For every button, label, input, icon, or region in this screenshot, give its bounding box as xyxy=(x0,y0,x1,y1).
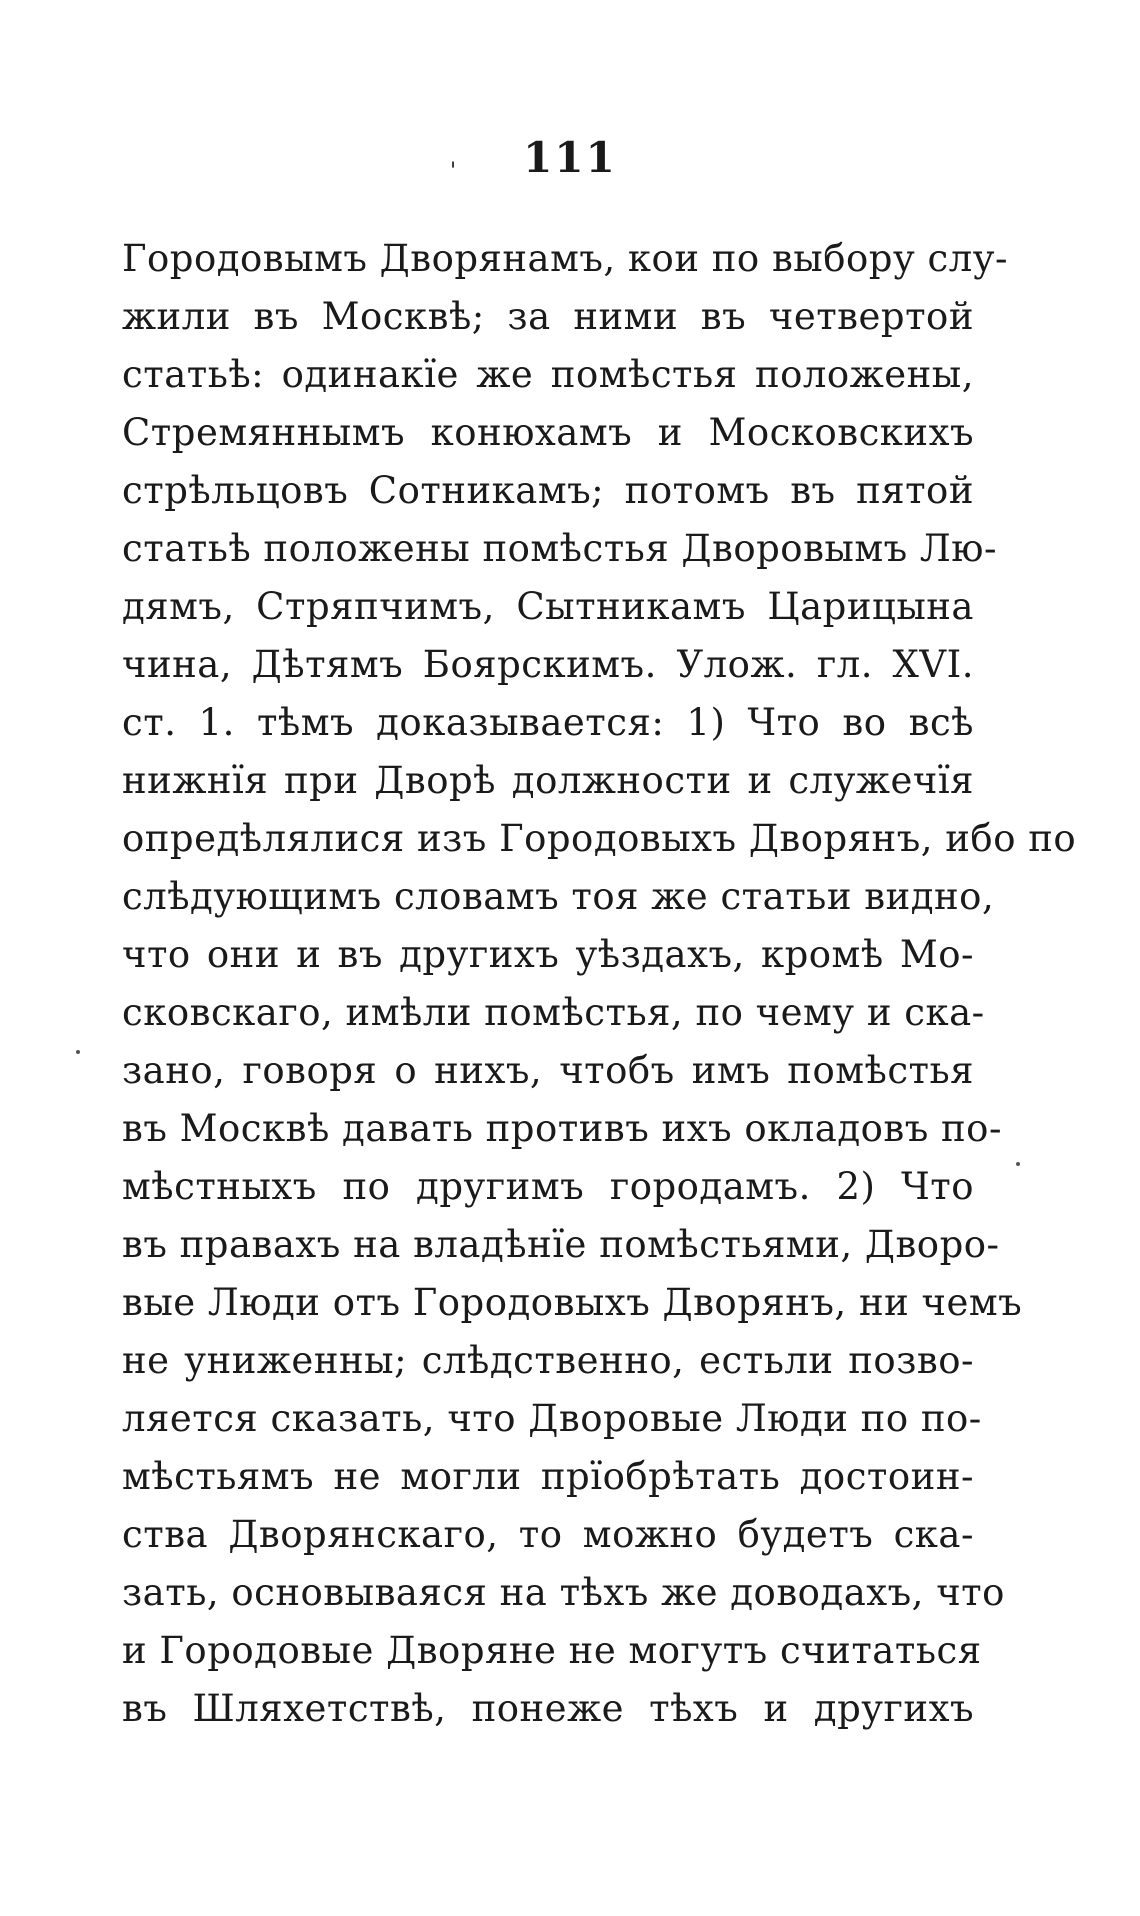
page-number xyxy=(0,128,1140,188)
text-line: слѣдующимъ словамъ тоя же статьи видно, xyxy=(122,875,995,918)
text-line: въ Москвѣ давать противъ ихъ окладовъ по- xyxy=(122,1107,1002,1150)
text-line: статьѣ положены помѣстья Дворовымъ Лю- xyxy=(122,527,998,570)
text-line: что они и въ другихъ уѣздахъ, кромѣ Мо- xyxy=(122,933,974,976)
text-line: ст. 1. тѣмъ доказывается: 1) Что во всѣ xyxy=(122,701,974,744)
text-line: зано, говоря о нихъ, чтобъ имъ помѣстья xyxy=(122,1049,974,1092)
text-line: жили въ Москвѣ; за ними въ четвертой xyxy=(122,295,974,338)
text-line: нижнїя при Дворѣ должности и служечїя xyxy=(122,759,974,802)
text-line: сковскаго, имѣли помѣстья, по чему и ска- xyxy=(122,991,985,1034)
text-line: чина, Дѣтямъ Боярскимъ. Улож. гл. XVI. xyxy=(122,643,974,686)
print-speck xyxy=(1016,1162,1020,1166)
text-line: мѣстныхъ по другимъ городамъ. 2) Что xyxy=(122,1165,974,1208)
text-line: Городовымъ Дворянамъ, кои по выбору слу- xyxy=(122,237,1008,280)
text-line: не униженны; слѣдственно, естьли позво- xyxy=(122,1339,974,1382)
text-line: ляется сказать, что Дворовые Люди по по- xyxy=(122,1397,982,1440)
text-line: зать, основываяся на тѣхъ же доводахъ, что xyxy=(122,1571,1005,1614)
body-text xyxy=(122,230,1077,1738)
text-line: въ Шляхетствѣ, понеже тѣхъ и другихъ xyxy=(122,1687,974,1730)
text-line: вые Люди отъ Городовыхъ Дворянъ, ни чемъ xyxy=(122,1281,1023,1324)
text-line: въ правахъ на владѣнїе помѣстьями, Дворо- xyxy=(122,1223,1000,1266)
text-line: статьѣ: одинакїе же помѣстья положены, xyxy=(122,353,974,396)
page-number-mark: ' xyxy=(450,159,459,184)
text-line: стрѣльцовъ Сотникамъ; потомъ въ пятой xyxy=(122,469,974,512)
text-line: Стремяннымъ конюхамъ и Московскихъ xyxy=(122,411,974,454)
page-number-value: 111 xyxy=(523,133,617,182)
text-line: опредѣлялися изъ Городовыхъ Дворянъ, ибо по xyxy=(122,817,1077,860)
text-line: дямъ, Стряпчимъ, Сытникамъ Царицына xyxy=(122,585,974,628)
print-speck xyxy=(76,1050,80,1054)
text-line: мѣстьямъ не могли прїобрѣтать достоин- xyxy=(122,1455,974,1498)
text-line: и Городовые Дворяне не могутъ считаться xyxy=(122,1629,982,1672)
text-line: ства Дворянскаго, то можно будетъ ска- xyxy=(122,1513,974,1556)
